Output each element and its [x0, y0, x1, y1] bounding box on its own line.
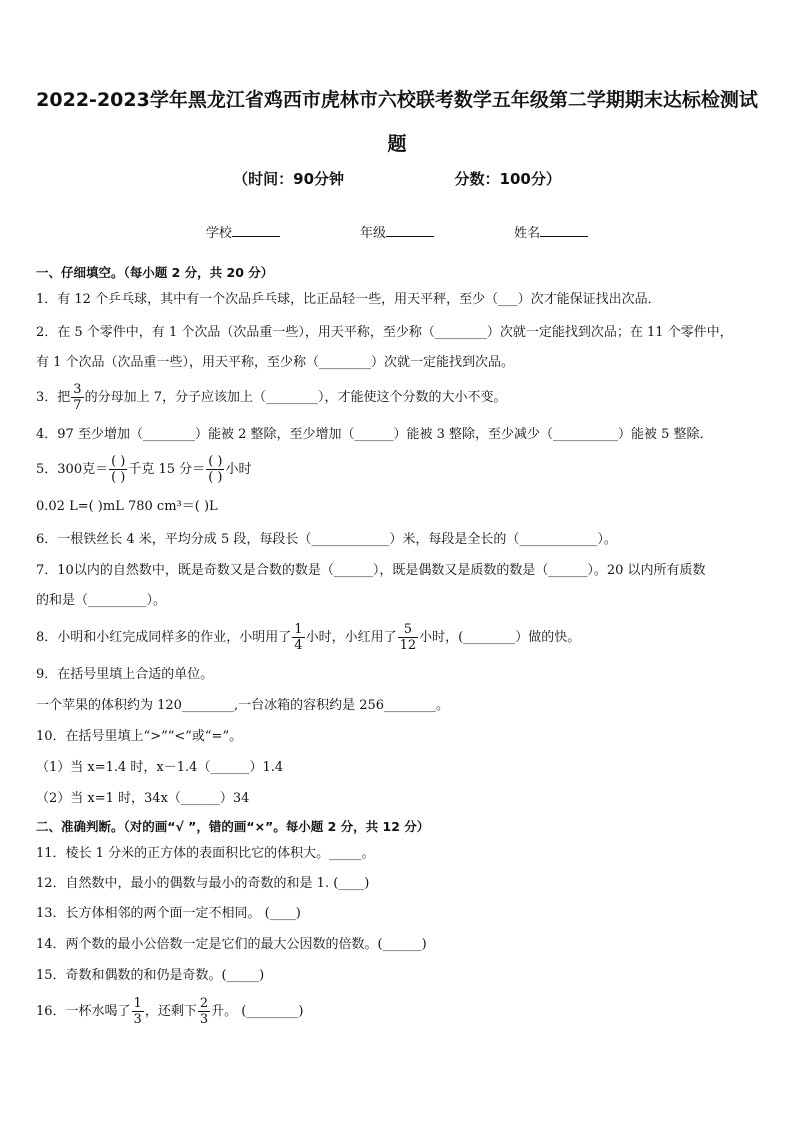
question-7-line2: 的和是（_________）。	[36, 593, 167, 608]
question-5: 5．300克＝ $\frac{( )}{( )}$ 千克 15 分＝ $\frac{( )}{( )}$ 小时	[36, 454, 252, 485]
question-7-line1: 7．10以内的自然数中，既是奇数又是合数的数是（______），既是偶数又是质数的数是（______）。20 以内所有质数	[36, 563, 706, 578]
page-title: 2022-2023学年黑龙江省鸡西市虎林市六校联考数学五年级第二学期期末达标检测试题	[36, 89, 758, 155]
fraction: $\frac{2}{3}$	[199, 996, 209, 1027]
question-2-line2: 有 1 个次品（次品重一些），用天平称，至少称（________）次就一定能找到次品。	[36, 355, 515, 370]
section1-heading: 一、仔细填空。（每小题 2 分，共 20 分）	[36, 265, 274, 280]
question-12: 12．自然数中，最小的偶数与最小的奇数的和是 1. (____)	[36, 876, 370, 891]
school-field[interactable]	[232, 224, 280, 237]
name-field[interactable]	[540, 224, 588, 237]
total-score: 分数：100分）	[454, 170, 561, 188]
fraction: $\frac{1}{4}$	[294, 622, 303, 653]
question-10-part2: （2）当 x=1 时，34x（______）34	[36, 791, 250, 806]
question-10-part1: （1）当 x=1.4 时，x－1.4（______）1.4	[36, 760, 284, 775]
question-15: 15．奇数和偶数的和仍是奇数。(_____)	[36, 968, 265, 983]
question-9: 9．在括号里填上合适的单位。	[36, 667, 214, 682]
fraction-blank: $\frac{( )}{( )}$	[111, 454, 126, 485]
question-13: 13．长方体相邻的两个面一定不相同。 (____)	[36, 906, 301, 921]
exam-meta	[0, 168, 794, 189]
question-4: 4．97 至少增加（________）能被 2 整除，至少增加（______）能被 3 整除，至少减少（__________）能被 5 整除．	[36, 427, 713, 442]
question-5-line2: 0.02 L=( )mL 780 cm³＝( )L	[36, 499, 218, 514]
question-2-line1: 2．在 5 个零件中，有 1 个次品（次品重一些），用天平称，至少称（________）次就一定能找到次品；在 11 个零件中，	[36, 325, 733, 340]
question-11: 11．棱长 1 分米的正方体的表面积比它的体积大。_____。	[36, 846, 375, 861]
grade-label: 年级	[359, 226, 386, 241]
student-info	[0, 222, 794, 241]
section2-heading: 二、准确判断。（对的画“√ ”，错的画“×”。每小题 2 分，共 12 分）	[36, 819, 430, 834]
question-1: 1．有 12 个乒乓球，其中有一个次品乒乓球，比正品轻一些，用天平秤，至少（___）次才能保证找出次品．	[36, 292, 661, 307]
question-6: 6．一根铁丝长 4 米，平均分成 5 段，每段长（____________）米，每段是全长的（____________）。	[36, 532, 617, 547]
question-9-line2: 一个苹果的体积约为 120________,一台冰箱的容积约是 256________。	[36, 698, 450, 713]
fraction: $\frac{1}{3}$	[133, 996, 142, 1027]
grade-field[interactable]	[386, 224, 434, 237]
question-16: 16．一杯水喝了 $\frac{1}{3}$ ，还剩下 $\frac{2}{3}$ 升。 (________)	[36, 996, 304, 1027]
fraction: $\frac{3}{7}$	[73, 382, 82, 413]
school-label: 学校	[205, 226, 232, 241]
name-label: 姓名	[514, 226, 541, 241]
question-8: 8．小明和小红完成同样多的作业，小明用了 $\frac{1}{4}$ 小时，小红用了 $\frac{5}{12}$ 小时，(________）做的快。	[36, 622, 581, 653]
question-14: 14．两个数的最小公倍数一定是它们的最大公因数的倍数。(______)	[36, 937, 427, 952]
question-10: 10．在括号里填上“>”“<”或“=”。	[36, 729, 243, 744]
time-limit: （时间：90分钟	[233, 170, 345, 188]
question-3: 3．把 $\frac{3}{7}$ 的分母加上 7，分子应该加上（________），才能使这个分数的大小不变。	[36, 382, 507, 413]
fraction-blank: $\frac{( )}{( )}$	[208, 454, 223, 485]
fraction: $\frac{5}{12}$	[399, 622, 417, 653]
